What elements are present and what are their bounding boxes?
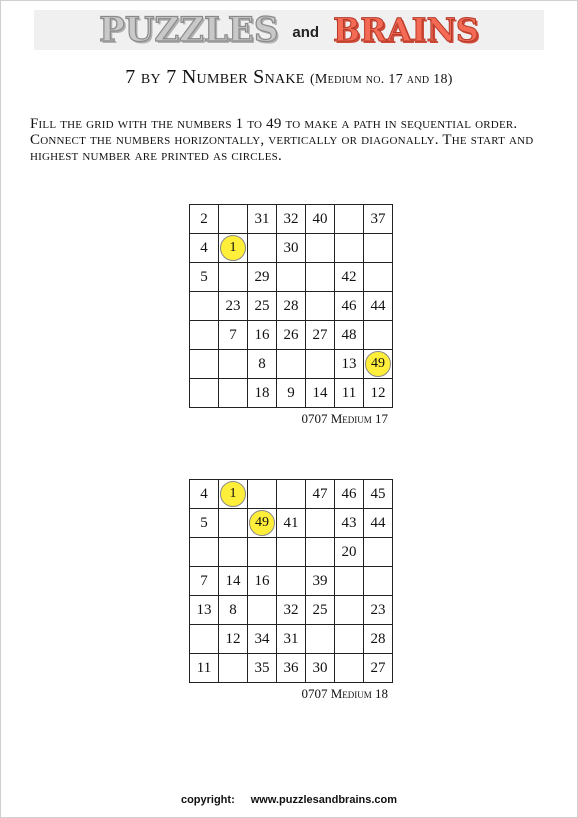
grid-row <box>190 654 393 683</box>
grid-cell: 13 <box>335 350 364 379</box>
grid-cell[interactable] <box>219 654 248 683</box>
page-title-sub: (Medium no. 17 and 18) <box>309 72 453 87</box>
grid-cell: 8 <box>248 350 277 379</box>
grid-cell[interactable] <box>335 596 364 625</box>
grid-cell: 30 <box>306 654 335 683</box>
grid-cell[interactable] <box>219 205 248 234</box>
grid-cell: 5 <box>190 509 219 538</box>
grid-cell: 9 <box>277 379 306 408</box>
grid-cell: 7 <box>219 321 248 350</box>
grid-cell[interactable] <box>306 538 335 567</box>
grid-cell[interactable] <box>306 263 335 292</box>
logo-brains-text: BRAINS <box>333 11 479 49</box>
copyright-footer <box>0 794 578 806</box>
grid-row <box>190 350 393 379</box>
grid-cell: 47 <box>306 480 335 509</box>
puzzle-label-17: 0707 Medium 17 <box>301 411 388 426</box>
grid-cell[interactable] <box>335 654 364 683</box>
circled-number: 49 <box>249 510 275 536</box>
grid-cell: 25 <box>306 596 335 625</box>
grid-cell[interactable] <box>335 567 364 596</box>
grid-cell[interactable] <box>277 480 306 509</box>
grid-cell[interactable] <box>306 292 335 321</box>
grid-cell[interactable] <box>277 263 306 292</box>
grid-cell: 42 <box>335 263 364 292</box>
grid-cell: 27 <box>364 654 393 683</box>
grid-cell: 14 <box>219 567 248 596</box>
grid-row <box>190 321 393 350</box>
grid-cell: 16 <box>248 321 277 350</box>
grid-cell: 46 <box>335 480 364 509</box>
grid-cell[interactable] <box>306 625 335 654</box>
grid-cell: 31 <box>248 205 277 234</box>
grid-cell <box>248 509 277 538</box>
grid-row <box>190 234 393 263</box>
grid-cell: 36 <box>277 654 306 683</box>
grid-cell: 37 <box>364 205 393 234</box>
grid-row <box>190 596 393 625</box>
grid-cell: 23 <box>219 292 248 321</box>
grid-cell[interactable] <box>219 350 248 379</box>
grid-row <box>190 292 393 321</box>
grid-cell[interactable] <box>219 509 248 538</box>
header-banner <box>34 10 544 50</box>
grid-cell[interactable] <box>190 379 219 408</box>
grid-cell[interactable] <box>219 538 248 567</box>
grid-cell[interactable] <box>190 625 219 654</box>
grid-cell[interactable] <box>364 321 393 350</box>
grid-cell: 34 <box>248 625 277 654</box>
grid-cell[interactable] <box>306 509 335 538</box>
grid-cell[interactable] <box>306 350 335 379</box>
grid-cell: 20 <box>335 538 364 567</box>
grid-cell: 4 <box>190 480 219 509</box>
grid-cell: 43 <box>335 509 364 538</box>
grid-row <box>190 538 393 567</box>
puzzle-grid-body <box>190 480 393 683</box>
grid-cell: 39 <box>306 567 335 596</box>
grid-cell[interactable] <box>277 538 306 567</box>
grid-cell[interactable] <box>335 234 364 263</box>
grid-cell: 29 <box>248 263 277 292</box>
grid-cell[interactable] <box>190 321 219 350</box>
grid-cell[interactable] <box>335 205 364 234</box>
grid-cell[interactable] <box>364 234 393 263</box>
copyright-link[interactable]: www.puzzlesandbrains.com <box>250 794 398 806</box>
grid-cell: 8 <box>219 596 248 625</box>
grid-cell[interactable] <box>190 538 219 567</box>
logo-and-text: and <box>292 23 320 41</box>
grid-cell: 16 <box>248 567 277 596</box>
grid-cell: 28 <box>277 292 306 321</box>
grid-cell: 4 <box>190 234 219 263</box>
grid-cell: 27 <box>306 321 335 350</box>
grid-cell[interactable] <box>277 350 306 379</box>
grid-cell: 31 <box>277 625 306 654</box>
grid-cell: 45 <box>364 480 393 509</box>
grid-cell[interactable] <box>190 350 219 379</box>
grid-row <box>190 263 393 292</box>
grid-row <box>190 567 393 596</box>
grid-cell[interactable] <box>219 379 248 408</box>
site-logo[interactable] <box>34 10 544 50</box>
grid-cell: 32 <box>277 596 306 625</box>
grid-cell[interactable] <box>335 625 364 654</box>
page-title-main: 7 by 7 Number Snake <box>125 66 305 88</box>
grid-cell: 25 <box>248 292 277 321</box>
grid-cell: 2 <box>190 205 219 234</box>
grid-row <box>190 625 393 654</box>
grid-cell: 35 <box>248 654 277 683</box>
grid-cell[interactable] <box>248 234 277 263</box>
grid-cell <box>219 480 248 509</box>
instructions-text: Fill the grid with the numbers 1 to 49 to make a path in sequential order. Connect the numbers horizontally, vertically or diagonally. The start and highest number are printed as circles. <box>30 116 534 164</box>
circled-number: 49 <box>365 351 391 377</box>
circled-number: 1 <box>220 235 246 261</box>
grid-cell[interactable] <box>306 234 335 263</box>
logo-puzzles-text: PUZZLES <box>99 10 279 50</box>
grid-cell: 28 <box>364 625 393 654</box>
grid-cell[interactable] <box>248 480 277 509</box>
puzzle-label-18: 0707 Medium 18 <box>301 686 388 701</box>
grid-cell <box>219 234 248 263</box>
grid-cell: 14 <box>306 379 335 408</box>
grid-cell: 13 <box>190 596 219 625</box>
puzzle-grid-body <box>190 205 393 408</box>
grid-cell[interactable] <box>364 538 393 567</box>
grid-cell[interactable] <box>219 263 248 292</box>
grid-cell: 44 <box>364 292 393 321</box>
grid-cell: 44 <box>364 509 393 538</box>
grid-cell[interactable] <box>248 596 277 625</box>
grid-cell: 23 <box>364 596 393 625</box>
grid-cell: 48 <box>335 321 364 350</box>
grid-cell: 26 <box>277 321 306 350</box>
grid-row <box>190 205 393 234</box>
grid-cell[interactable] <box>190 292 219 321</box>
grid-cell <box>364 350 393 379</box>
grid-row <box>190 509 393 538</box>
grid-row <box>190 480 393 509</box>
grid-cell: 12 <box>219 625 248 654</box>
grid-cell[interactable] <box>277 567 306 596</box>
grid-cell: 40 <box>306 205 335 234</box>
grid-cell: 5 <box>190 263 219 292</box>
grid-cell[interactable] <box>248 538 277 567</box>
circled-number: 1 <box>220 481 246 507</box>
grid-row <box>190 379 393 408</box>
grid-cell: 18 <box>248 379 277 408</box>
puzzle-grid-17 <box>189 204 393 408</box>
grid-cell: 46 <box>335 292 364 321</box>
grid-cell: 11 <box>335 379 364 408</box>
copyright-label: copyright: <box>180 794 235 806</box>
page-title <box>0 66 578 89</box>
grid-cell: 32 <box>277 205 306 234</box>
grid-cell[interactable] <box>364 263 393 292</box>
grid-cell: 7 <box>190 567 219 596</box>
grid-cell: 12 <box>364 379 393 408</box>
grid-cell: 30 <box>277 234 306 263</box>
grid-cell: 11 <box>190 654 219 683</box>
grid-cell: 41 <box>277 509 306 538</box>
grid-cell[interactable] <box>364 567 393 596</box>
puzzle-grid-18 <box>189 479 393 683</box>
